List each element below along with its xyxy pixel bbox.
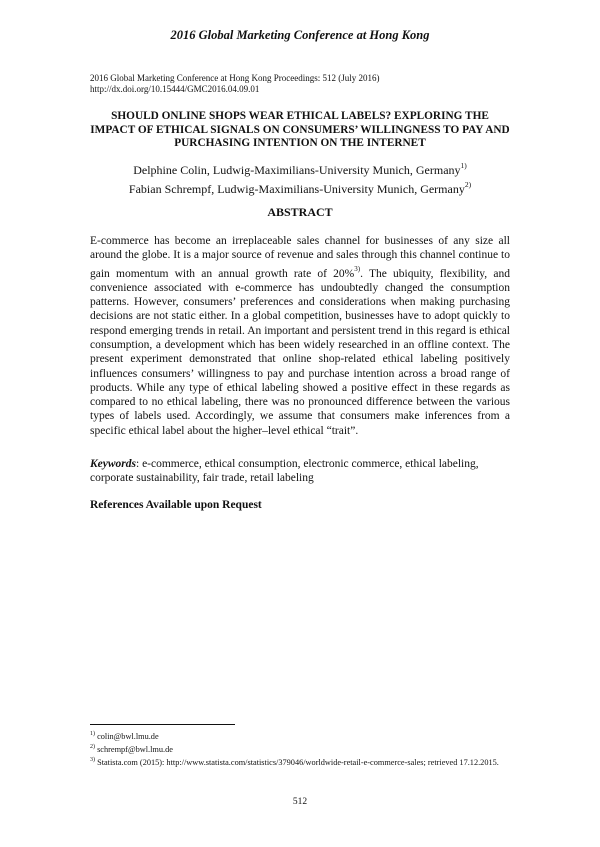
abstract-text-part-1: E-commerce has become an irreplaceable sales channel for businesses of any size all around the globe. It is a major source of revenue and sales through this channel continue to gain momentum with an annual growth rate of 20%	[90, 235, 510, 280]
author-2-footnote-mark: 2)	[464, 180, 472, 189]
proceedings-citation: 2016 Global Marketing Conference at Hong Kong Proceedings: 512 (July 2016)	[90, 73, 380, 83]
footnote-divider	[90, 724, 235, 725]
abstract-text	[90, 234, 510, 438]
conference-header: 2016 Global Marketing Conference at Hong Kong	[170, 28, 430, 42]
footnote-3-mark: 3)	[90, 756, 95, 763]
footnote-3	[90, 755, 510, 768]
doi-link[interactable]: http://dx.doi.org/10.15444/GMC2016.04.09.01	[90, 84, 260, 94]
abstract-heading: ABSTRACT	[267, 205, 333, 219]
author-1	[90, 159, 510, 178]
footnote-2	[90, 742, 510, 755]
paper-title: SHOULD ONLINE SHOPS WEAR ETHICAL LABELS? EXPLORING THE IMPACT OF ETHICAL SIGNALS ON CONSUMERS’ WILLINGNESS TO PAY AND PURCHASING INTENTION ON THE INTERNET	[90, 110, 510, 149]
author-1-footnote-mark: 1)	[460, 161, 467, 170]
author-list	[90, 159, 510, 197]
footnote-1-mark: 1)	[90, 731, 95, 737]
footnote-3-text: Statista.com (2015): http://www.statista.com/statistics/379046/worldwide-retail-e-commerce-sales; retrieved 17.12.2015.	[95, 757, 499, 767]
footnotes	[90, 729, 510, 767]
author-2	[90, 178, 510, 197]
keywords	[90, 457, 510, 486]
abstract-text-part-2: . The ubiquity, flexibility, and convenience associated with e-commerce has undoubtedly changed the consumption patterns. However, consumers’ preferences and considerations when making purchasing decisions are not static either. In a global competition, businesses have to adopt quickly to respond emerging trends in retail. An important and persistent trend in this regard is ethical consumption, a development which has been widely researched in an offline context. The present experiment demonstrated that online shop-related ethical labeling positively influences consumers’ willingness to pay and purchase intention across a broad range of products. While any type of ethical labeling showed a positive effect in these regards as compared to no ethical labeling, there was no pronounced difference between the various types of labels used. Accordingly, we assume that consumers make inferences from a specific ethical label about the higher–level ethical “trait”.	[90, 267, 510, 437]
keywords-list: : e-commerce, ethical consumption, electronic commerce, ethical labeling, corporate sustainability, fair trade, retail labeling	[90, 458, 479, 485]
abstract-footnote-mark: 3)	[354, 264, 361, 273]
footnote-2-mark: 2)	[90, 743, 95, 750]
references-note: References Available upon Request	[90, 499, 262, 511]
footnote-1	[90, 729, 510, 742]
author-1-affiliation: Delphine Colin, Ludwig-Maximilians-University Munich, Germany	[133, 163, 461, 177]
keywords-label: Keywords	[90, 458, 136, 470]
proceedings-info	[90, 73, 379, 95]
footnote-1-text: colin@bwl.lmu.de	[95, 731, 159, 741]
page-number: 512	[292, 797, 308, 807]
footnote-2-text: schrempf@bwl.lmu.de	[95, 744, 173, 754]
author-2-affiliation: Fabian Schrempf, Ludwig-Maximilians-University Munich, Germany	[128, 182, 465, 196]
